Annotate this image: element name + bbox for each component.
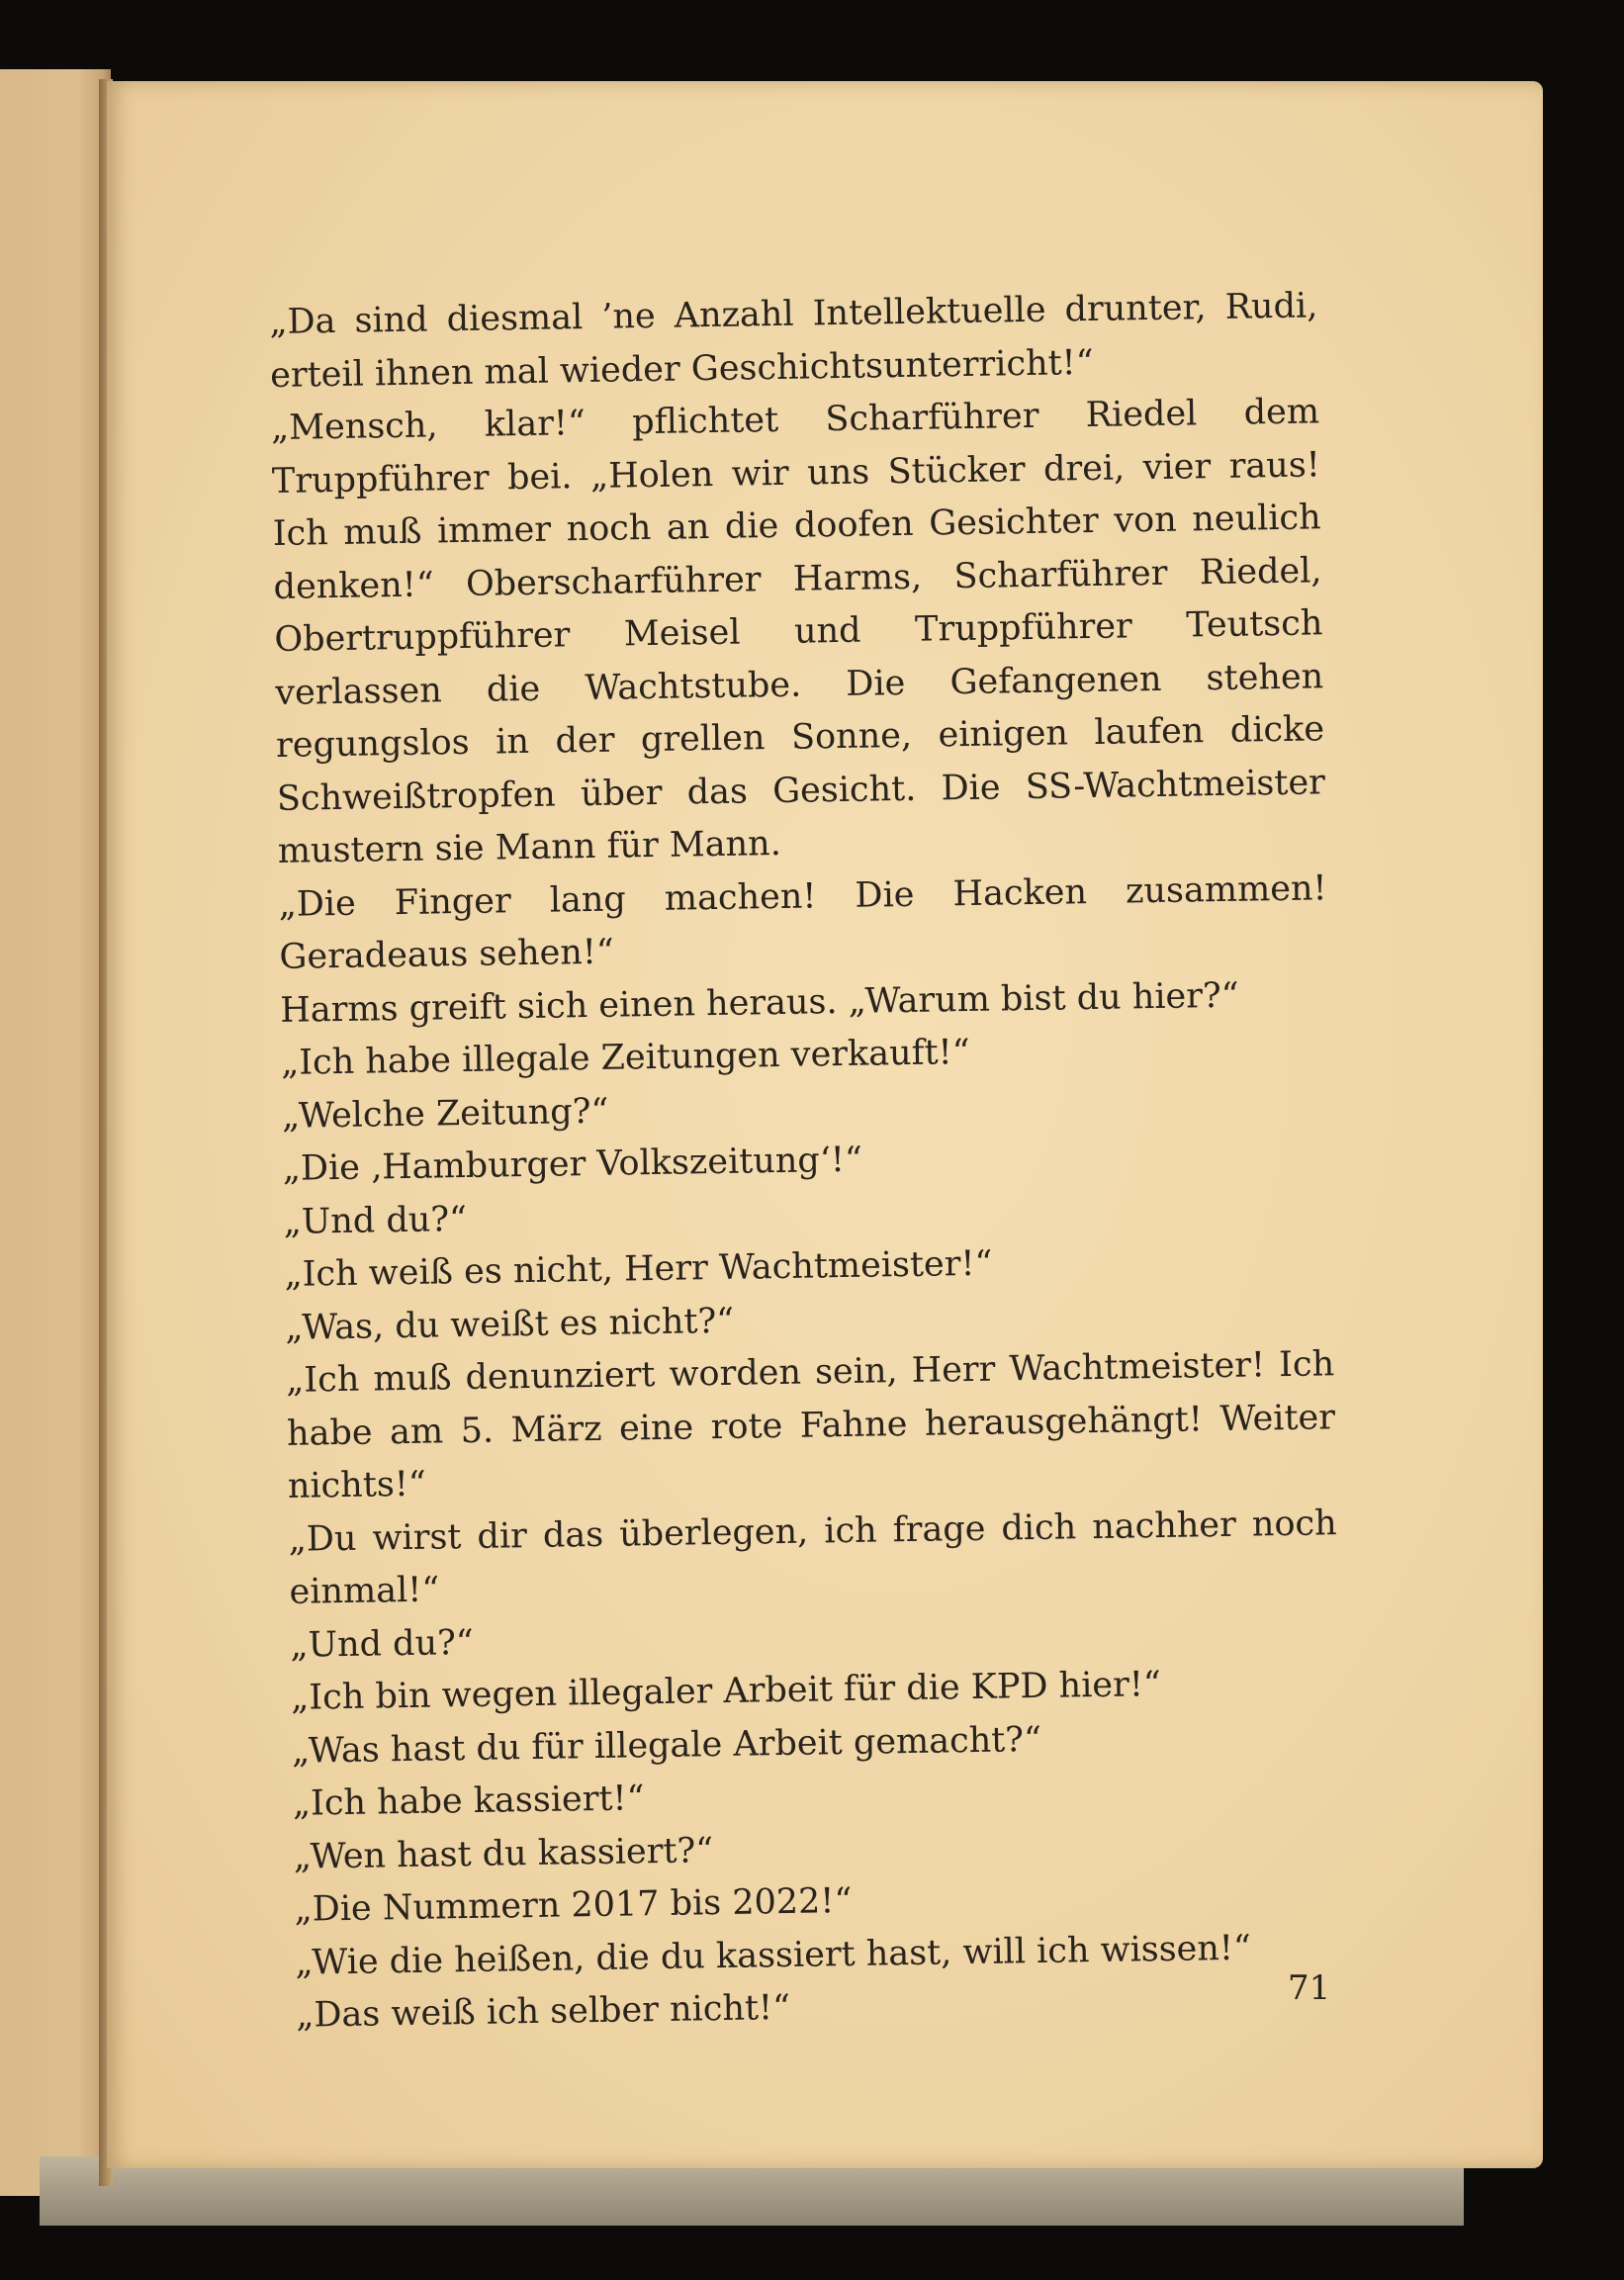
paragraph-9: „Ich weiß es nicht, Herr Wachtmeister!“ [284,1243,993,1295]
paragraph-13: „Und du?“ [290,1622,475,1666]
paragraph-18: „Die Nummern 2017 bis 2022!“ [294,1880,853,1930]
paragraph-5: „Ich habe illegale Zeitungen verkauft!“ [280,1032,970,1083]
page-number: 71 [1288,1968,1331,2008]
paragraph-16: „Ich habe kassiert!“ [292,1778,645,1824]
paragraph-4: Harms greift sich einen heraus. „Warum bist du hier?“ [280,975,1239,1031]
left-page-edge [0,69,111,2196]
paragraph-1: „Da sind diesmal ’ne Anzahl Intellektuelle drunter, Rudi, erteil ihnen mal wieder Geschichtsunterricht!“ [269,286,1318,396]
paragraph-6: „Welche Zeitung?“ [281,1091,609,1137]
paragraph-19: „Wie die heißen, die du kassiert hast, will ich wissen!“ [295,1928,1252,1983]
paragraph-10: „Was, du weißt es nicht?“ [285,1301,735,1348]
paragraph-3: „Die Finger lang machen! Die Hacken zusammen! Geradeaus sehen!“ [278,867,1327,977]
paragraph-11: „Ich muß denunziert worden sein, Herr Wachtmeister! Ich habe am 5. März eine rote Fahne herausgehängt! Weiter nichts!“ [285,1344,1336,1506]
paragraph-7: „Die ‚Hamburger Volkszeitung‘!“ [282,1140,863,1189]
paragraph-2: „Mensch, klar!“ pflichtet Scharführer Riedel dem Truppführer bei. „Holen wir uns Stücker drei, vier raus! Ich muß immer noch an die doofen Gesichter von neulich denken!“ Oberscharführer Harms, Scharführer Riedel, Obertruppführer Meisel und Truppführer Teutsch verlassen die Wachtstube. Die Gefangenen stehen regungslos in der grellen Sonne, einigen laufen dicke Schweißtropfen über das Gesicht. Die SS-Wachtmeister mustern sie Mann für Mann. [270,392,1326,871]
paragraph-17: „Wen hast du kassiert?“ [293,1830,714,1877]
body-text [269,280,1345,2043]
paragraph-8: „Und du?“ [283,1199,468,1242]
paragraph-14: „Ich bin wegen illegaler Arbeit für die KPD hier!“ [290,1665,1162,1718]
paragraph-12: „Du wirst dir das überlegen, ich frage dich nachher noch einmal!“ [288,1503,1337,1612]
paragraph-15: „Was hast du für illegale Arbeit gemacht?“ [291,1719,1042,1772]
paragraph-20: „Das weiß ich selber nicht!“ [295,1987,791,2036]
